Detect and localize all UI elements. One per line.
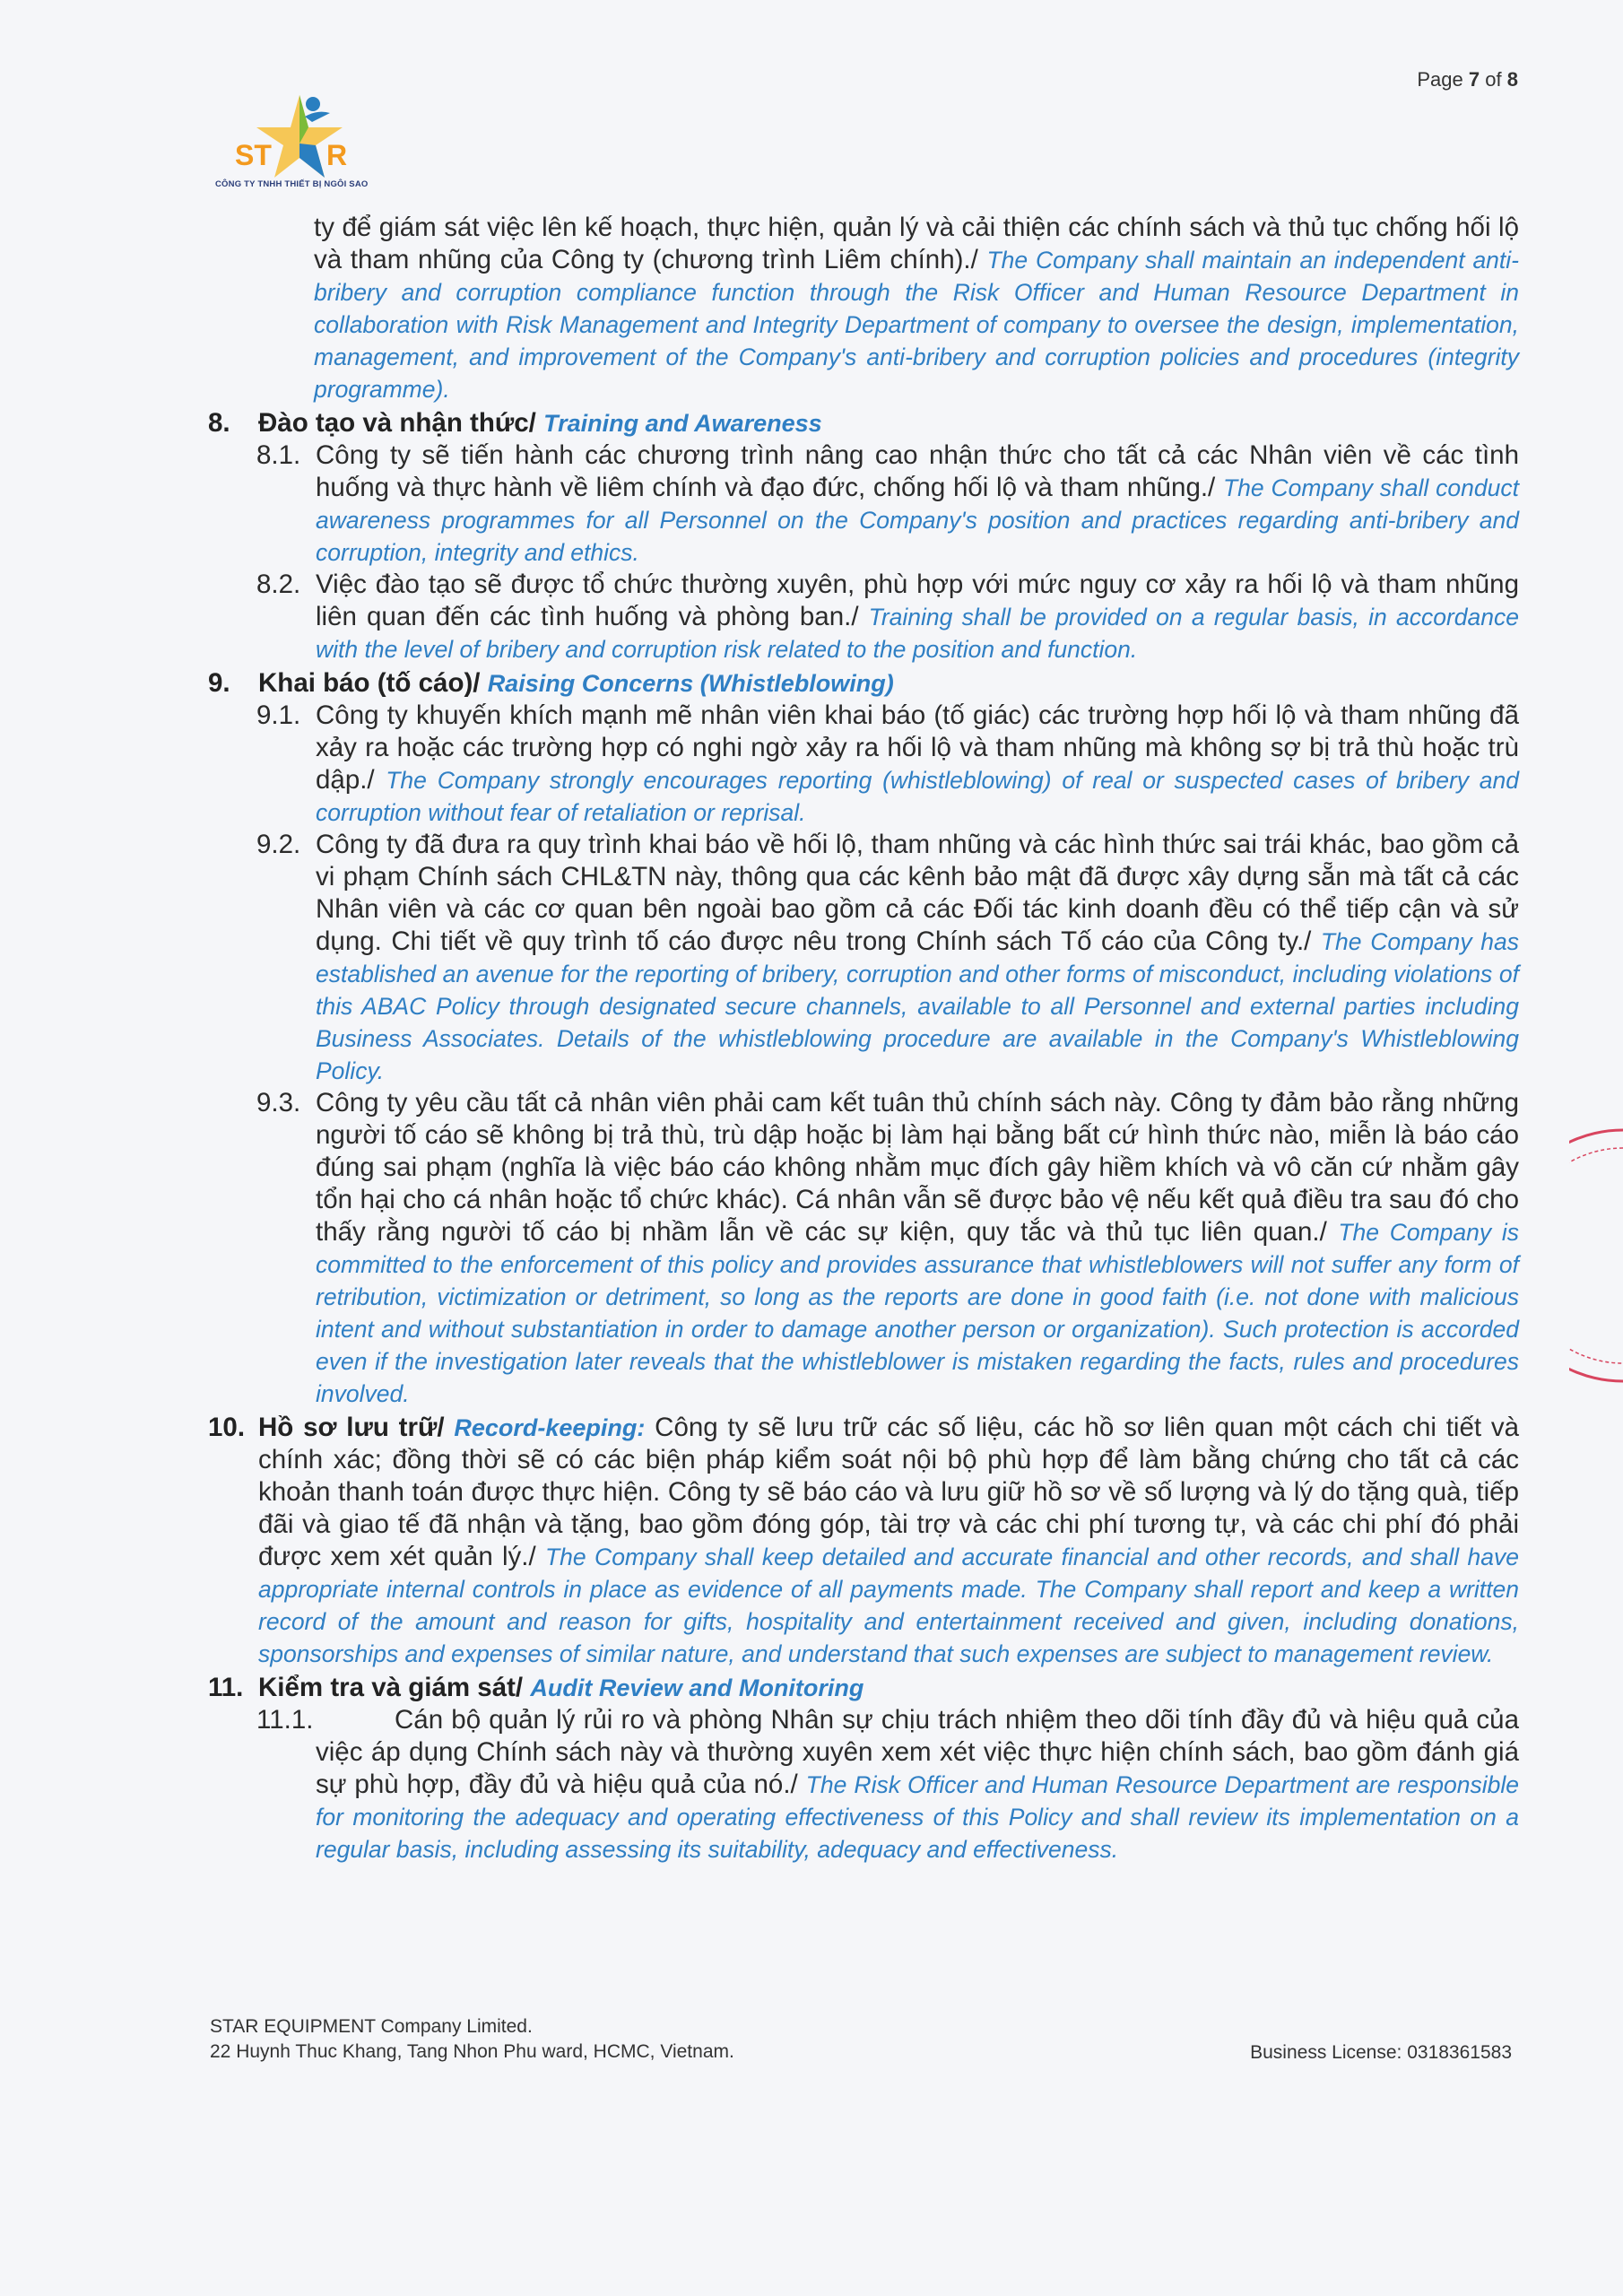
section-9-2: 9.2. Công ty đã đưa ra quy trình khai báo về hối lộ, tham nhũng và các hình thức sai trái khác, bao gồm cả vi phạm Chính sách CHL&TN này, thông qua các kênh bảo mật đã được xây dựng sẵn mà tất cả các Nhân viên và các cơ quan bên ngoài bao gồm cả các Đối tác kinh doanh đều có thể tiếp cận và sử dụng. Chi tiết về quy trình tố cáo được nêu trong Chính sách Tố cáo của Công ty./ The Company has established an avenue for the reporting of bribery, corruption and other forms of misconduct, including violations of this ABAC Policy through designated secure channels, available to all Personnel and external parties including Business Associates. Details of the whistleblowing procedure are available in the Company's Whistleblowing Policy.	[256, 830, 1520, 1084]
footer-company: STAR EQUIPMENT Company Limited.	[210, 2016, 533, 2037]
company-logo	[212, 90, 382, 197]
footer-address: 22 Huynh Thuc Khang, Tang Nhon Phu ward, HCMC, Vietnam.	[210, 2041, 734, 2062]
section-8-heading: 8. Đào tạo và nhận thức/ Training and Awareness	[208, 408, 822, 438]
footer-left	[210, 2014, 734, 2065]
section-9-1: 9.1. Công ty khuyến khích mạnh mẽ nhân viên khai báo (tố giác) các trường hợp hối lộ và tham nhũng đã xảy ra hoặc các trường hợp có nghi ngờ xảy ra hối lộ và tham nhũng mà không sợ bị trả thù hoặc trù dập./ The Company strongly encourages reporting (whistleblowing) of real or suspected cases of bribery and corruption without fear of retaliation or reprisal.	[256, 700, 1520, 826]
page-number: Page 7 of 8	[1417, 68, 1518, 91]
section-8-1: 8.1. Công ty sẽ tiến hành các chương trình nâng cao nhận thức cho tất cả các Nhân viên về các tình huống và thực hành về liêm chính và đạo đức, chống hối lộ và tham nhũng./ The Company shall conduct awareness programmes for all Personnel on the Company's position and practices regarding anti-bribery and corruption, integrity and ethics.	[256, 440, 1519, 566]
section-9-heading: 9. Khai báo (tố cáo)/ Raising Concerns (Whistleblowing)	[208, 668, 894, 698]
red-stamp-icon	[1569, 1121, 1623, 1390]
star-logo-icon	[212, 90, 382, 179]
section-10: 10. Hồ sơ lưu trữ/ Record-keeping: Công ty sẽ lưu trữ các số liệu, các hồ sơ liên quan một cách chi tiết và chính xác; đồng thời sẽ có các biện pháp kiểm soát nội bộ phù hợp để làm bằng chứng cho tất cả các khoản thanh toán được thực hiện. Công ty sẽ báo cáo và lưu giữ hồ sơ về số lượng và lý do tặng quà, tiếp đãi và giao tế đã nhận và tặng, bao gồm đóng góp, tài trợ và các chi phí tương tự, và các chi phí đó phải được xem xét quản lý./ The Company shall keep detailed and accurate financial and other records, and shall have appropriate internal controls in place as evidence of all payments made. The Company shall report and keep a written record of the amount and reason for gifts, hospitality and entertainment received and given, including donations, sponsorships and expenses of similar nature, and understand that such expenses are subject to management review.	[208, 1413, 1519, 1667]
section-9-3: 9.3. Công ty yêu cầu tất cả nhân viên phải cam kết tuân thủ chính sách này. Công ty đảm bảo rằng những người tố cáo sẽ không bị trả thù, trù dập hoặc bị làm hại bằng bất cứ hình thức nào, miễn là báo cáo đúng sai phạm (nghĩa là việc báo cáo không nhằm mục đích gây hiềm khích và vô căn cứ nhằm gây tổn hại cho cá nhân hoặc tổ chức khác). Cá nhân vẫn sẽ được bảo vệ nếu kết quả điều tra sau đó cho thấy rằng người tố cáo bị nhầm lẫn về các sự kiện, quy tắc và thủ tục liên quan./ The Company is committed to the enforcement of this policy and provides assurance that whistleblowers will not suffer any form of retribution, victimization or detriment, so long as the reports are done in good faith (i.e. not done with malicious intent and without substantiation in order to damage another person or organization). Such protection is accorded even if the investigation later reveals that the whistleblower is mistaken regarding the facts, rules and procedures involved.	[256, 1088, 1519, 1407]
section-11-1: 11.1. Cán bộ quản lý rủi ro và phòng Nhân sự chịu trách nhiệm theo dõi tính đầy đủ và hiệu quả của việc áp dụng Chính sách này và thường xuyên xem xét việc thực hiện chính sách, bao gồm đánh giá sự phù hợp, đầy đủ và hiệu quả của nó./ The Risk Officer and Human Resource Department are responsible for monitoring the adequacy and operating effectiveness of this Policy and shall review its implementation on a regular basis, including assessing its suitability, adequacy and effectiveness.	[256, 1705, 1519, 1863]
business-license: Business License: 0318361583	[1250, 2042, 1512, 2063]
intro-paragraph: ty để giám sát việc lên kế hoạch, thực hiện, quản lý và cải thiện các chính sách và thủ tục chống hối lộ và tham nhũng của Công ty (chương trình Liêm chính)./ The Company shall maintain an independent anti-bribery and corruption compliance function through the Risk Officer and Human Resource Department in collaboration with Risk Management and Integrity Department of company to oversee the design, implementation, management, and improvement of the Company's anti-bribery and corruption policies and procedures (integrity programme).	[314, 213, 1519, 403]
section-8-2: 8.2. Việc đào tạo sẽ được tổ chức thường xuyên, phù hợp với mức nguy cơ xảy ra hối lộ và tham nhũng liên quan đến các tình huống và phòng ban./ Training shall be provided on a regular basis, in accordance with the level of bribery and corruption risk related to the position and function.	[256, 570, 1519, 663]
svg-text:ST: ST	[235, 139, 272, 171]
logo-tagline: CÔNG TY TNHH THIẾT BỊ NGÔI SAO	[215, 179, 369, 189]
section-11-heading: 11. Kiểm tra và giám sát/ Audit Review and Monitoring	[208, 1673, 864, 1702]
document-body	[208, 212, 1519, 1866]
svg-text:R: R	[326, 139, 348, 171]
